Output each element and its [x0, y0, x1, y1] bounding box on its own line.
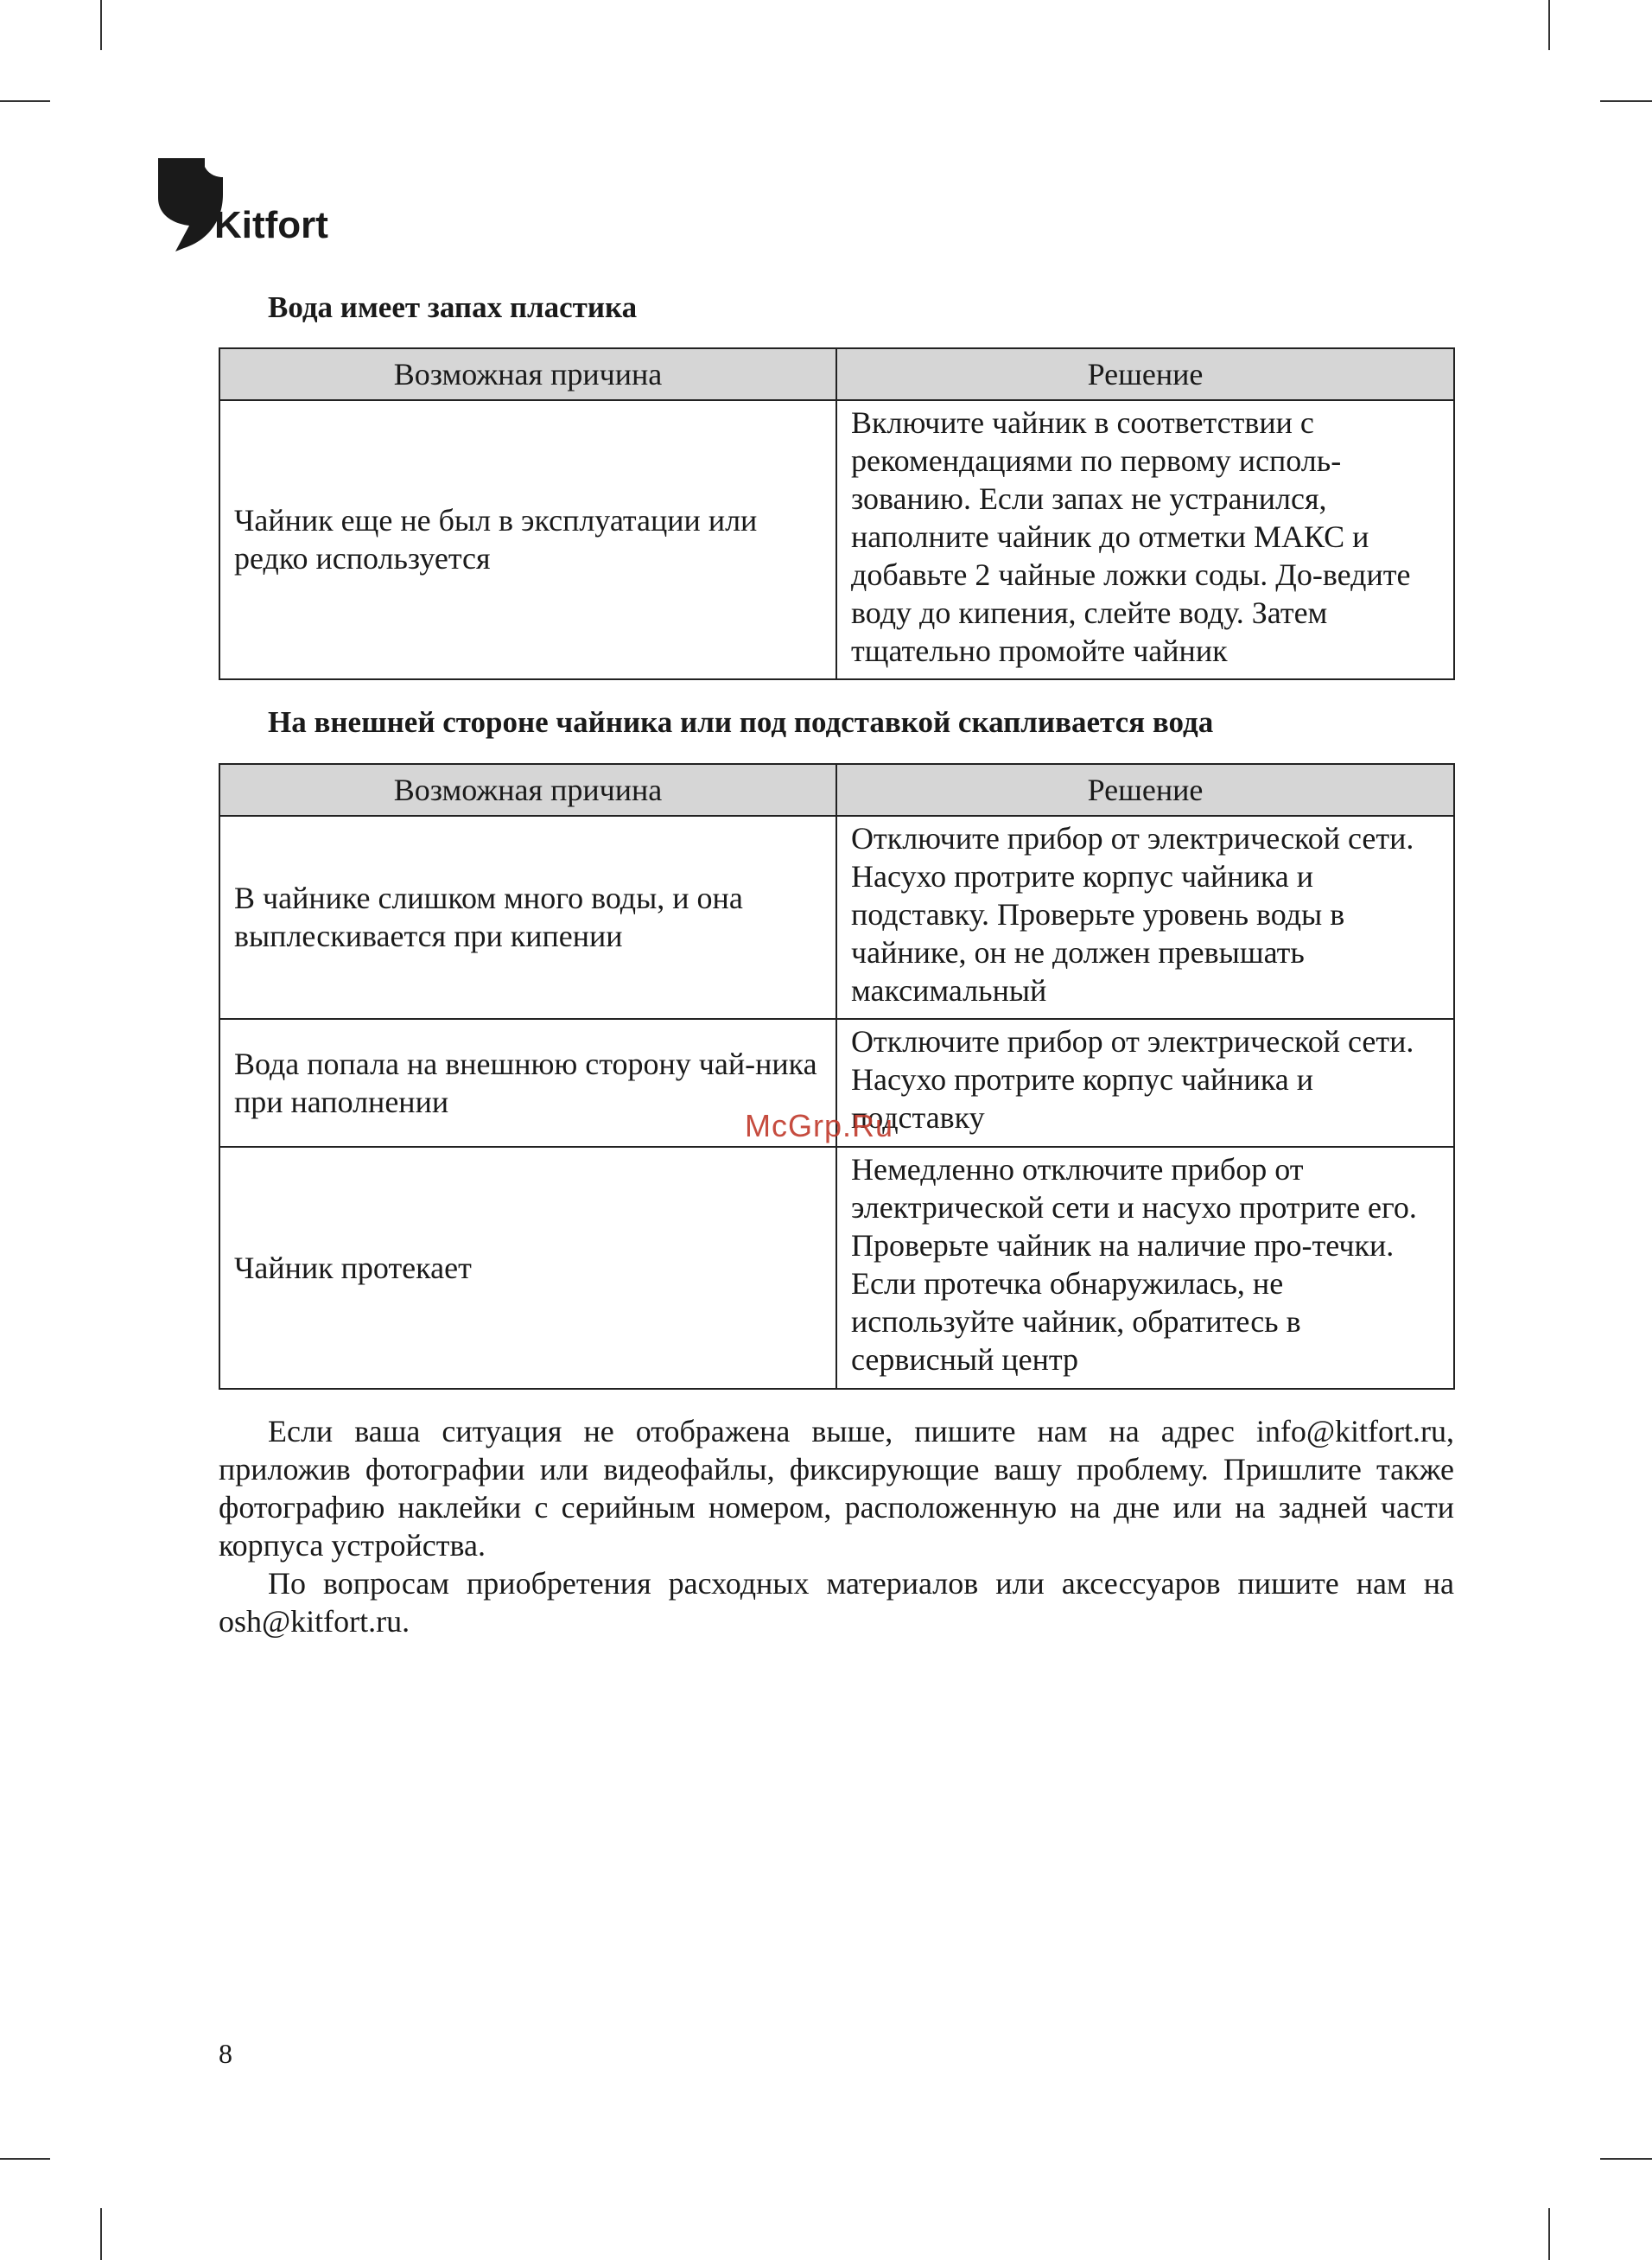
cause-cell: Чайник еще не был в эксплуатации или редко используется — [219, 400, 836, 679]
crop-mark — [0, 100, 50, 102]
crop-mark — [1548, 0, 1550, 50]
cause-cell: Вода попала на внешнюю сторону чай-ника при наполнении — [219, 1019, 836, 1147]
crop-mark — [1600, 2158, 1652, 2160]
solution-cell: Немедленно отключите прибор от электрической сети и насухо протрите его. Проверьте чайник на наличие про-течки. Если протечка обнаружилась, не используйте чайник, обратитесь в сервисный центр — [836, 1147, 1454, 1389]
crop-mark — [100, 2208, 102, 2260]
contact-info — [219, 1412, 1454, 1640]
table-header-row — [219, 764, 1454, 816]
solution-cell: Включите чайник в соответствии с рекомендациями по первому исполь-зованию. Если запах не устранился, наполните чайник до отметки МАКС и добавьте 2 чайные ложки соды. До-ведите воду до кипения, слейте воду. Затем тщательно промойте чайник — [836, 400, 1454, 679]
section-heading: На внешней стороне чайника или под подставкой скапливается вода — [268, 705, 1214, 739]
page-number: 8 — [219, 2038, 232, 2069]
column-header-cause: Возможная причина — [219, 348, 836, 400]
paragraph: По вопросам приобретения расходных материалов или аксессуаров пишите нам на osh@kitfort.ru. — [219, 1566, 1454, 1639]
solution-cell: Отключите прибор от электрической сети. Насухо протрите корпус чайника и подставку — [836, 1019, 1454, 1147]
table-row — [219, 400, 1454, 679]
section-heading: Вода имеет запах пластика — [268, 290, 638, 324]
cause-cell: Чайник протекает — [219, 1147, 836, 1389]
crop-mark — [1600, 100, 1652, 102]
cause-cell: В чайнике слишком много воды, и она выплескивается при кипении — [219, 816, 836, 1019]
table-row — [219, 1147, 1454, 1389]
column-header-cause: Возможная причина — [219, 764, 836, 816]
crop-mark — [100, 0, 102, 50]
table-header-row — [219, 348, 1454, 400]
brand-name: Kitfort — [214, 204, 328, 246]
crop-mark — [1548, 2208, 1550, 2260]
paragraph: Если ваша ситуация не отображена выше, пишите нам на адрес info@kitfort.ru, приложив фотографии или видеофайлы, фиксирующие вашу проблему. Пришлите также фотографию наклейки с серийным номером, расположенную на дне или на задней части корпуса устройства. — [219, 1414, 1454, 1563]
column-header-solution: Решение — [836, 764, 1454, 816]
watermark: McGrp.Ru — [745, 1108, 894, 1143]
troubleshooting-table — [219, 763, 1455, 1390]
column-header-solution: Решение — [836, 348, 1454, 400]
troubleshooting-table — [219, 347, 1455, 680]
table-row — [219, 816, 1454, 1019]
crop-mark — [0, 2158, 50, 2160]
solution-cell: Отключите прибор от электрической сети. Насухо протрите корпус чайника и подставку. Проверьте уровень воды в чайнике, он не должен превышать максимальный — [836, 816, 1454, 1019]
